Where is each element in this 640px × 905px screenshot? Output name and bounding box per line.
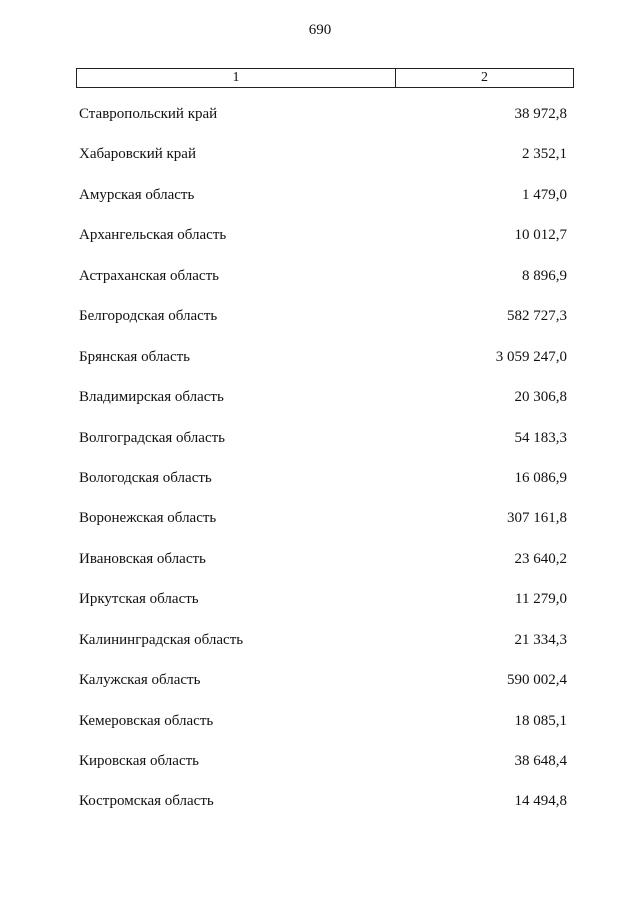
table-row	[0, 101, 640, 141]
region-name: Костромская область	[79, 793, 214, 810]
region-value: 21 334,3	[514, 631, 567, 648]
table-row	[0, 505, 640, 545]
table-row	[0, 222, 640, 262]
region-name: Архангельская область	[79, 227, 227, 244]
table-row	[0, 425, 640, 465]
region-name: Воронежская область	[79, 510, 217, 527]
table-row	[0, 667, 640, 707]
table-row	[0, 263, 640, 303]
region-name: Амурская область	[79, 186, 195, 203]
region-name: Ивановская область	[79, 550, 206, 567]
region-value: 1 479,0	[522, 186, 567, 203]
region-name: Астраханская область	[79, 267, 219, 284]
page-number: 690	[308, 22, 332, 38]
table-row	[0, 141, 640, 181]
region-value: 8 896,9	[522, 267, 567, 284]
table-row	[0, 788, 640, 828]
region-value: 23 640,2	[514, 550, 567, 567]
region-value: 14 494,8	[514, 793, 567, 810]
region-value: 582 727,3	[507, 308, 567, 325]
region-name: Вологодская область	[79, 469, 212, 486]
region-name: Кировская область	[79, 753, 200, 769]
table-row	[0, 344, 640, 384]
table-row	[0, 708, 640, 748]
region-name: Кемеровская область	[79, 712, 214, 729]
region-name: Калининградская область	[79, 631, 244, 648]
region-value: 18 085,1	[514, 712, 567, 729]
column-header-2: 2	[481, 70, 488, 85]
region-name: Брянская область	[79, 348, 191, 365]
region-name: Волгоградская область	[79, 429, 225, 446]
table-row	[0, 303, 640, 343]
region-name: Белгородская область	[79, 308, 218, 325]
table-row	[0, 546, 640, 586]
table-row	[0, 465, 640, 505]
region-value: 54 183,3	[514, 429, 567, 446]
region-value: 11 279,0	[515, 591, 567, 608]
region-value: 16 086,9	[514, 469, 567, 486]
table-row	[0, 586, 640, 626]
region-value: 2 352,1	[522, 146, 567, 163]
region-value: 307 161,8	[507, 510, 567, 527]
region-name: Ставропольский край	[79, 106, 218, 122]
region-name: Хабаровский край	[79, 146, 196, 163]
region-value: 38 972,8	[514, 106, 567, 122]
table-row	[0, 384, 640, 424]
region-value: 590 002,4	[507, 672, 567, 689]
table-row	[0, 748, 640, 788]
region-value: 10 012,7	[514, 227, 567, 244]
region-value: 20 306,8	[514, 389, 567, 406]
region-name: Калужская область	[79, 672, 201, 689]
region-value: 38 648,4	[514, 753, 567, 769]
table-header	[76, 68, 574, 88]
column-header-1: 1	[77, 69, 396, 87]
table-body	[0, 101, 640, 829]
table-row	[0, 182, 640, 222]
table-row	[0, 627, 640, 667]
region-name: Иркутская область	[79, 591, 199, 608]
region-name: Владимирская область	[79, 389, 224, 406]
region-value: 3 059 247,0	[495, 348, 567, 365]
